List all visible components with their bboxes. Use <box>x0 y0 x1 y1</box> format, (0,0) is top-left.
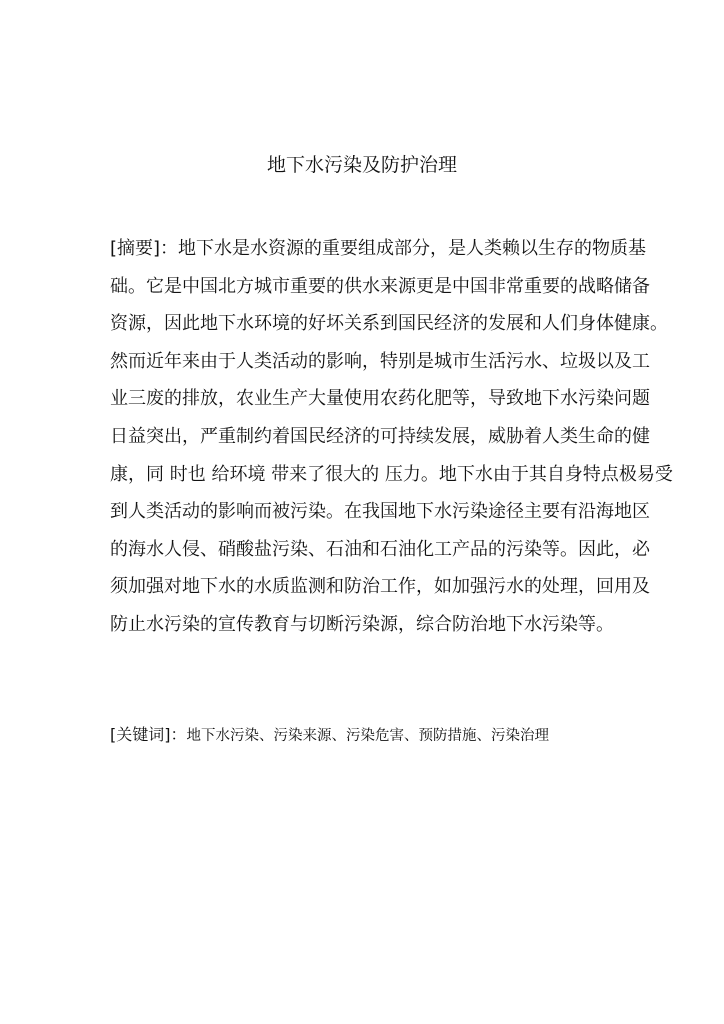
keywords-text: 地下水污染、污染来源、污染危害、预防措施、污染治理 <box>186 728 549 744</box>
abstract-line: 日益突出，严重制约着国民经济的可持续发展，威胁着人类生命的健 <box>110 425 650 447</box>
abstract-line: 础。它是中国北方城市重要的供水来源更是中国非常重要的战略储备 <box>110 275 650 297</box>
abstract-line: 资源，因此地下水环境的好坏关系到国民经济的发展和人们身体健康。 <box>110 313 668 335</box>
abstract-line: 然而近年来由于人类活动的影响，特别是城市生活污水、垃圾以及工 <box>110 350 650 372</box>
abstract-line: 到人类活动的影响而被污染。在我国地下水污染途径主要有沿海地区 <box>110 501 650 523</box>
abstract-line: 防止水污染的宣传教育与切断污染源，综合防治地下水污染等。 <box>110 613 614 635</box>
abstract-paragraph <box>110 236 673 650</box>
abstract-line: 的海水人侵、硝酸盐污染、石油和石油化工产品的污染等。因此，必 <box>110 538 650 560</box>
abstract-line: 康，同 时也 给环境 带来了很大的 压力。地下水由于其自身特点极易受 <box>110 463 673 485</box>
abstract-line: [摘要]：地下水是水资源的重要组成部分，是人类赖以生存的物质基 <box>110 238 647 259</box>
keywords <box>110 722 549 745</box>
document-title: 地下水污染及防护治理 <box>266 154 457 176</box>
abstract-line: 须加强对地下水的水质监测和防治工作，如加强污水的处理，回用及 <box>110 576 650 598</box>
keywords-label: [关键词]： <box>110 725 187 744</box>
abstract-line: 业三废的排放，农业生产大量使用农药化肥等，导致地下水污染问题 <box>110 388 650 410</box>
